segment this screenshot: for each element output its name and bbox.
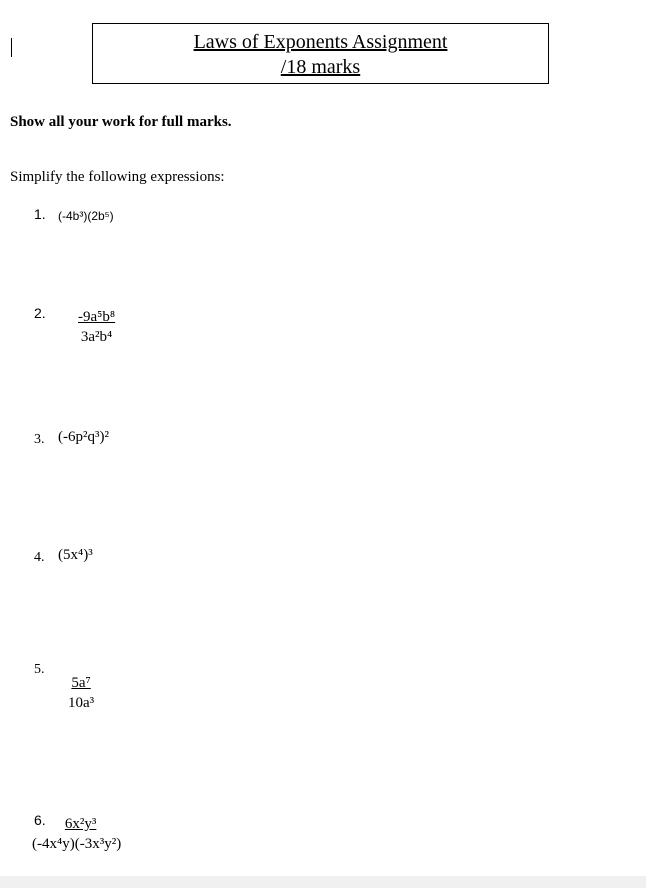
simplify-prompt: Simplify the following expressions:: [10, 169, 225, 185]
instructions: Show all your work for full marks.: [10, 114, 232, 130]
text-cursor: [11, 38, 12, 57]
question-6-fraction: [32, 814, 121, 854]
question-4-expression: (5x⁴)³: [58, 547, 93, 563]
question-5-numerator: 5a⁷: [71, 675, 91, 691]
title-box: [92, 23, 549, 84]
question-6-numerator: 6x²y³: [64, 816, 97, 832]
question-3-number: 3.: [34, 432, 45, 447]
question-1-number: 1.: [34, 206, 46, 222]
question-5-number: 5.: [34, 662, 45, 677]
question-4-number: 4.: [34, 550, 45, 565]
question-6-number: 6.: [34, 812, 46, 828]
question-1-expression: (-4b³)(2b⁵): [58, 209, 114, 223]
question-6-denominator: (-4x⁴y)(-3x³y²): [32, 836, 122, 852]
total-marks: /18 marks: [280, 56, 361, 78]
question-5-fraction: [68, 673, 94, 713]
question-2-number: 2.: [34, 305, 46, 321]
question-2-fraction: [78, 307, 115, 347]
question-2-numerator: -9a⁵b⁸: [78, 309, 116, 325]
document-title: Laws of Exponents Assignment: [193, 31, 448, 53]
question-5-denominator: 10a³: [68, 695, 95, 711]
window-bottom-edge: [0, 876, 646, 888]
question-2-denominator: 3a²b⁴: [80, 329, 113, 345]
question-3-expression: (-6p²q³)²: [58, 429, 109, 445]
